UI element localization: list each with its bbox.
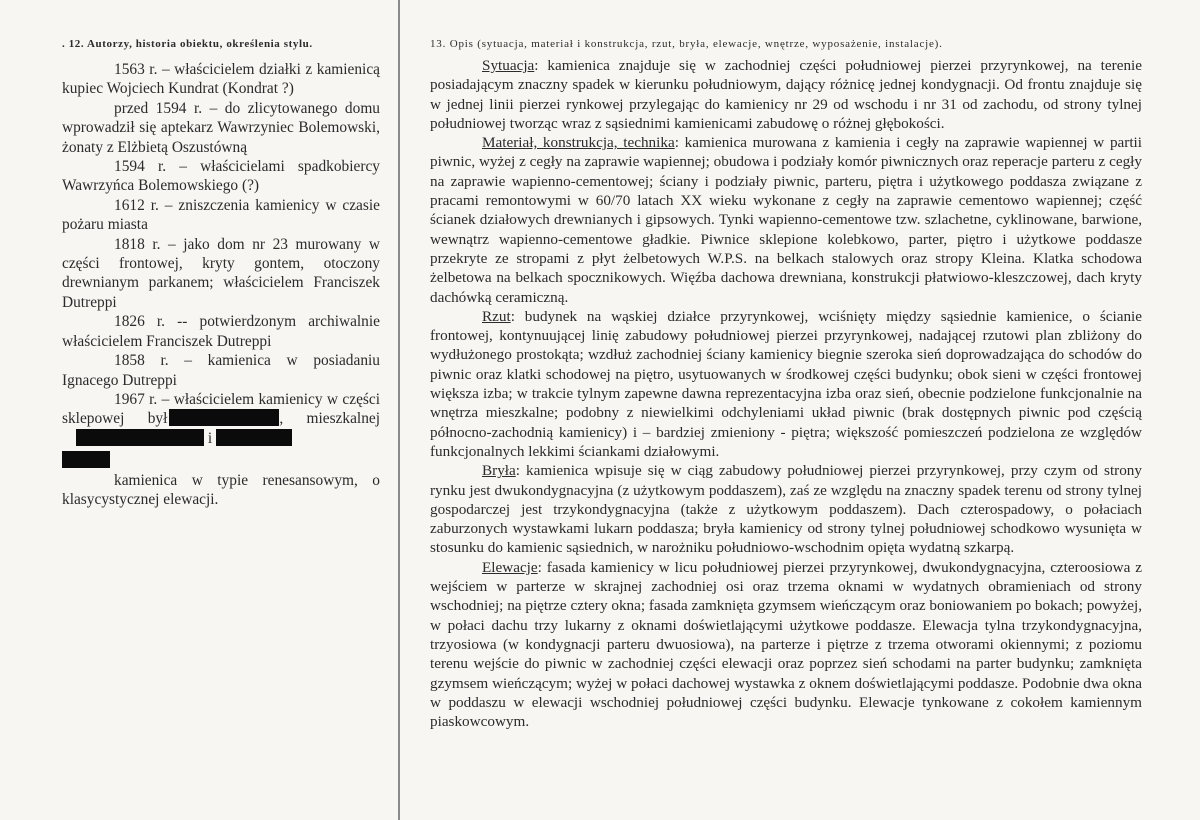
column-divider — [398, 0, 400, 820]
redaction-block — [62, 451, 110, 468]
label-rzut: Rzut — [482, 307, 511, 325]
paragraph-material — [430, 133, 1142, 307]
redaction-block — [216, 429, 292, 446]
text-elewacje: : fasada kamienicy w licu południowej pierzei przyrynkowej, dwukondygnacyjna, czteroosiowa z wejściem w parterze w skrajnej zachodniej osi oraz trzema oknami w wydatnych obramieniach od strony wschodniej; na piętrze cztery okna; fasada zamknięta gzymsem wieńczącym oraz boniowaniem po bokach; powyżej, w połaci dachu trzy lukarny z oknami doświetlającymi użytkowe poddasze. Elewacja tylna trzykondygnacyjna, trzyosiowa (w kondygnacji parteru dwuosiowa), na parterze i piętrze z trzema otworami okiennymi; z poziomu terenu wejście do piwnic w zachodniej części elewacji oraz poprzez sień schodami na parter budynku; zamknięta gzymsem wieńczącym; wyżej w połaci dachowej wystawka z oknem doświetlającymi poddasze. Podobnie dwa okna w poddaszu w elewacji wschodniej południowej części budynku. Elewacje tynkowane z cokołem kamiennym piaskowcowym. — [430, 558, 1142, 731]
redaction-block — [76, 429, 204, 446]
history-column — [62, 38, 380, 509]
redaction-block — [169, 409, 279, 426]
text-bryla: : kamienica wpisuje się w ciąg zabudowy południowej pierzei przyrynkowej, przy czym od strony rynku jest dwukondygnacyjna (z użytkowym poddaszem), zaś ze względu na znaczny spadek terenu od strony tylnej gospodarczej jest trzykondygnacyjna (także z użytkowym poddaszem). Dach czterospadowy, o połaciach zaburzonych wystawkami lukarn poddasza; bryła kamienicy od strony tylnej południowej schodkowo wysunięta w stosunku do kamienic sąsiednich, w narożniku południowo-wschodnim opięta wydatną szkarpą. — [430, 462, 1142, 557]
paragraph-elewacje — [430, 558, 1142, 732]
entry-1967-text-1: 1967 r. – właścicielem kamienicy w części sklepowej był — [62, 390, 380, 428]
style-note: kamienica w typie renesansowym, o klasycystycznej elewacji. — [62, 471, 380, 508]
paragraph-sytuacja — [430, 56, 1142, 133]
description-body — [430, 56, 1142, 731]
text-material: : kamienica murowana z kamienia i cegły na zaprawie wapiennej w partii piwnic, wyżej z cegły na zaprawie wapiennej; obudowa i podziały komór piwnicznych oraz reperacje parteru z cegły na zaprawie wapienno-cementowej; ściany i podziały piwnic, parteru, piętra i użytkowego poddasza związane z pracami remontowymi w 60/70 latach XX wieku wykonane z cegły na zaprawie cementowo wapiennej; część ścianek działowych drewnianych i gipsowych. Tynki wapienno-cementowe tzw. szlachetne, cyklinowane, barwione, wewnątrz wapienno-cementowe gładkie. Piwnice sklepione kolebkowo, parter, piętro i użytkowe poddasze przekryte ze stropami z płyt żelbetowych W.P.S. na belkach stalowych oraz stropy Kleina. Klatka schodowa żelbetowa na belkach spocznikowych. Więźba dachowa drewniana, konstrukcji płatwiowo-kleszczowej, dach kryty dachówką ceramiczną. — [430, 134, 1142, 306]
section-12-heading: . 12. Autorzy, historia obiektu, określenia stylu. — [62, 38, 313, 50]
description-column — [430, 38, 1142, 731]
history-entry: 1826 r. -- potwierdzonym archiwalnie właścicielem Franciszek Dutreppi — [62, 313, 380, 350]
entry-1967-text-2: , mieszkalnej — [279, 410, 380, 428]
history-entries — [62, 60, 380, 509]
history-entry: przed 1594 r. – do zlicytowanego domu wprowadził się aptekarz Wawrzyniec Bolemowski, żonaty z Elżbietą Oszustówną — [62, 99, 380, 156]
label-bryla: Bryła — [482, 462, 516, 480]
history-entry-1967 — [62, 390, 380, 471]
history-entry: 1563 r. – właścicielem działki z kamienicą kupiec Wojciech Kundrat (Kondrat ?) — [62, 61, 380, 98]
section-13-heading: 13. Opis (sytuacja, materiał i konstrukcja, rzut, bryła, elewacje, wnętrze, wyposażenie, instalacje). — [430, 38, 943, 50]
paragraph-bryla — [430, 461, 1142, 557]
text-sytuacja: : kamienica znajduje się w zachodniej części południowej pierzei przyrynkowej, na terenie posiadającym znaczny spadek w kierunku południowym, dający różnicę jednej kondygnacji. Od frontu znajduje się w jednej linii pierzei rynkowej przylegając do kamienicy nr 29 od wschodu i nr 31 od zachodu, od strony tylnej południowej tworząc wraz z sąsiednimi kamienicami zabudowę o różnej głębokości. — [430, 57, 1142, 132]
text-rzut: : budynek na wąskiej działce przyrynkowej, wciśnięty między sąsiednie kamienice, o ścianie frontowej, kontynuującej linię zabudowy południowej pierzei przyrynkowej, nadającej rzutowi plan zbliżony do wydłużonego prostokąta; wzdłuż zachodniej ściany kamienicy biegnie szeroka sień doprowadzająca do schodów do piwnic oraz klatki schodowej na piętro, usytuowanych w środkowej części budynku; obok sieni w części frontowej większa izba; w trakcie tylnym zapewne dawna reprezentacyjna izba oraz sień, obecnie podzielone funkcjonalnie na wnętrza mieszkalne; podobny z niewielkimi odchyleniami układ piwnic (brak dostępnych piwnic pod częścią północno-zachodnią kamienicy) i – bardziej zmieniony - piętra; większość pomieszczeń podzielona ze względów funkcjonalnych lekkimi ściankami działowymi. — [430, 307, 1142, 460]
history-entry: 1594 r. – właścicielami spadkobiercy Wawrzyńca Bolemowskiego (?) — [62, 158, 380, 195]
history-entry: 1858 r. – kamienica w posiadaniu Ignacego Dutreppi — [62, 352, 380, 389]
history-entry: 1612 r. – zniszczenia kamienicy w czasie pożaru miasta — [62, 196, 380, 234]
label-material: Materiał, konstrukcja, technika — [482, 134, 675, 152]
entry-1967-text-3: i — [207, 429, 213, 447]
history-entry: 1818 r. – jako dom nr 23 murowany w części frontowej, kryty gontem, otoczony drewnianym parkanem; właścicielem Franciszek Dutreppi — [62, 235, 380, 311]
paragraph-rzut — [430, 307, 1142, 461]
label-sytuacja: Sytuacja — [482, 57, 535, 74]
label-elewacje: Elewacje — [482, 558, 538, 576]
